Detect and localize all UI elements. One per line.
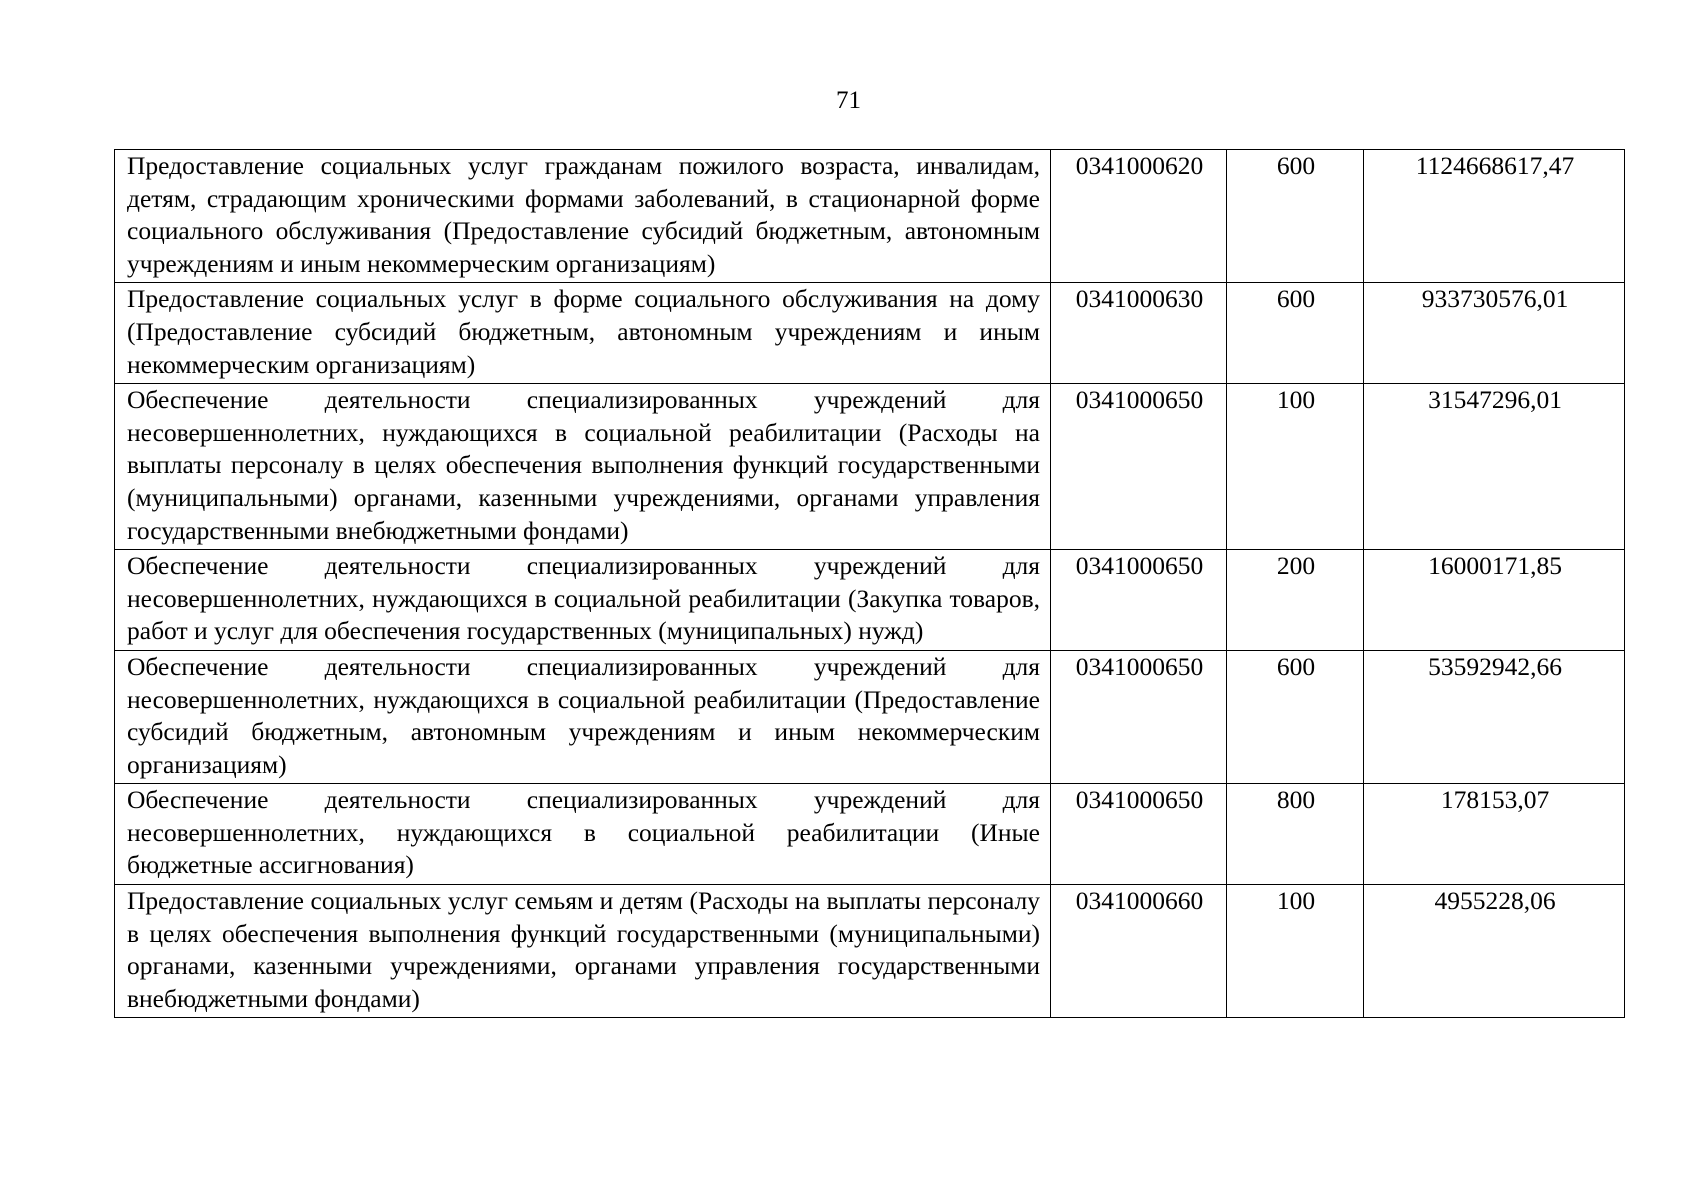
- row-description: Предоставление социальных услуг гражданам пожилого возраста, инвалидам, детям, страдающим хроническими формами заболеваний, в стационарной форме социального обслуживания (Предоставление субсидий бюджетным, автономным учреждениям и иным некоммерческим организациям): [115, 150, 1051, 283]
- table-row: [115, 150, 1625, 283]
- row-target-code: 0341000630: [1051, 283, 1227, 384]
- row-amount: 31547296,01: [1364, 384, 1625, 550]
- row-amount: 4955228,06: [1364, 885, 1625, 1018]
- row-target-code: 0341000650: [1051, 384, 1227, 550]
- row-expense-type: 600: [1227, 650, 1364, 783]
- row-expense-type: 600: [1227, 283, 1364, 384]
- row-description: Обеспечение деятельности специализированных учреждений для несовершеннолетних, нуждающихся в социальной реабилитации (Предоставление субсидий бюджетным, автономным учреждениям и иным некоммерческим организациям): [115, 650, 1051, 783]
- row-amount: 933730576,01: [1364, 283, 1625, 384]
- row-description: Предоставление социальных услуг в форме социального обслуживания на дому (Предоставление субсидий бюджетным, автономным учреждениям и иным некоммерческим организациям): [115, 283, 1051, 384]
- row-expense-type: 800: [1227, 784, 1364, 885]
- table-row: [115, 283, 1625, 384]
- row-description: Обеспечение деятельности специализированных учреждений для несовершеннолетних, нуждающихся в социальной реабилитации (Расходы на выплаты персоналу в целях обеспечения выполнения функций государственными (муниципальными) органами, казенными учреждениями, органами управления государственными внебюджетными фондами): [115, 384, 1051, 550]
- row-amount: 16000171,85: [1364, 550, 1625, 651]
- row-expense-type: 200: [1227, 550, 1364, 651]
- row-description: Предоставление социальных услуг семьям и детям (Расходы на выплаты персоналу в целях обеспечения выполнения функций государственными (муниципальными) органами, казенными учреждениями, органами управления государственными внебюджетными фондами): [115, 885, 1051, 1018]
- row-description: Обеспечение деятельности специализированных учреждений для несовершеннолетних, нуждающихся в социальной реабилитации (Иные бюджетные ассигнования): [115, 784, 1051, 885]
- table-row: [115, 384, 1625, 550]
- row-target-code: 0341000660: [1051, 885, 1227, 1018]
- table-row: [115, 784, 1625, 885]
- row-target-code: 0341000650: [1051, 784, 1227, 885]
- row-expense-type: 100: [1227, 885, 1364, 1018]
- table-row: [115, 885, 1625, 1018]
- row-expense-type: 600: [1227, 150, 1364, 283]
- row-target-code: 0341000650: [1051, 650, 1227, 783]
- row-description: Обеспечение деятельности специализированных учреждений для несовершеннолетних, нуждающихся в социальной реабилитации (Закупка товаров, работ и услуг для обеспечения государственных (муниципальных) нужд): [115, 550, 1051, 651]
- budget-table: [114, 149, 1625, 1018]
- row-expense-type: 100: [1227, 384, 1364, 550]
- row-amount: 53592942,66: [1364, 650, 1625, 783]
- row-amount: 1124668617,47: [1364, 150, 1625, 283]
- row-amount: 178153,07: [1364, 784, 1625, 885]
- table-row: [115, 550, 1625, 651]
- page-number: 71: [836, 87, 861, 114]
- row-target-code: 0341000620: [1051, 150, 1227, 283]
- table-row: [115, 650, 1625, 783]
- row-target-code: 0341000650: [1051, 550, 1227, 651]
